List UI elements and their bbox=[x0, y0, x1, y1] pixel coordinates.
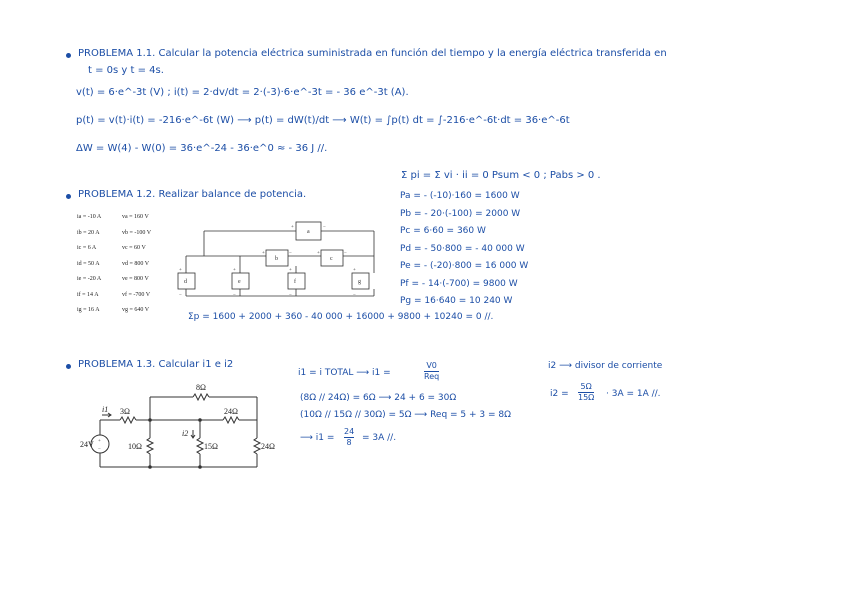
fraction-numerator: 5Ω bbox=[580, 382, 592, 391]
source-label: 24V bbox=[80, 440, 94, 449]
p12-title: PROBLEMA 1.2. Realizar balance de potencia. bbox=[78, 189, 307, 200]
p12-power-g: Pg = 16·640 = 10 240 W bbox=[400, 296, 513, 306]
fraction-numerator: 24 bbox=[344, 427, 355, 436]
svg-text:−: − bbox=[289, 251, 292, 256]
p13-line4-fraction bbox=[344, 428, 354, 448]
element-d-label: d bbox=[184, 279, 187, 285]
svg-text:−: − bbox=[323, 225, 326, 230]
p13-divider-pre: i2 = bbox=[550, 389, 569, 399]
resistor-10-label: 10Ω bbox=[128, 442, 142, 451]
p12-power-c: Pc = 6·60 = 360 W bbox=[400, 226, 486, 236]
resistor-24-right-label: 24Ω bbox=[261, 442, 275, 451]
element-c-label: c bbox=[330, 256, 333, 262]
table-row: if = 14 A vf = -700 V bbox=[77, 291, 151, 298]
table-row: id = 50 A vd = 800 V bbox=[77, 260, 150, 267]
p12-power-a: Pa = - (-10)·160 = 1600 W bbox=[400, 191, 520, 201]
p13-circuit-diagram bbox=[80, 378, 290, 478]
p12-power-f: Pf = - 14·(-700) = 9800 W bbox=[400, 279, 518, 289]
svg-text:−: − bbox=[353, 293, 356, 298]
p12-power-d: Pd = - 50·800 = - 40 000 W bbox=[400, 244, 525, 254]
p11-title-line2: t = 0s y t = 4s. bbox=[88, 65, 164, 76]
p13-line4-post: = 3A //. bbox=[362, 433, 397, 443]
svg-text:−: − bbox=[233, 293, 236, 298]
p12-power-total: Σp = 1600 + 2000 + 360 - 40 000 + 16000 + 9800 + 10240 = 0 //. bbox=[188, 312, 494, 322]
p13-i1-eq: i1 = i TOTAL ⟶ i1 = bbox=[298, 368, 391, 378]
table-row: ic = 6 A vc = 60 V bbox=[77, 245, 146, 251]
svg-text:+: + bbox=[233, 268, 236, 273]
svg-text:+: + bbox=[262, 251, 265, 256]
fraction-numerator: V0 bbox=[426, 361, 437, 370]
svg-text:+: + bbox=[289, 268, 292, 273]
bullet-p11 bbox=[66, 53, 71, 58]
p12-power-b: Pb = - 20·(-100) = 2000 W bbox=[400, 209, 521, 219]
svg-text:−: − bbox=[179, 293, 182, 298]
fraction-denominator: Req bbox=[424, 372, 440, 382]
element-e-label: e bbox=[238, 279, 241, 285]
p13-divider-fraction bbox=[578, 383, 594, 403]
p13-divider-title: i2 ⟶ divisor de corriente bbox=[548, 361, 663, 371]
svg-text:+: + bbox=[179, 268, 182, 273]
p12-power-e: Pe = - (-20)·800 = 16 000 W bbox=[400, 261, 529, 271]
p11-power-eq: p(t) = v(t)·i(t) = -216·e^-6t (W) ⟶ p(t) = dW(t)/dt ⟶ W(t) = ∫p(t) dt = ∫-216·e^-6t·dt = 36·e^-6t bbox=[76, 115, 570, 126]
resistor-8-label: 8Ω bbox=[196, 383, 206, 392]
bullet-p12 bbox=[66, 194, 71, 199]
element-a-label: a bbox=[307, 229, 310, 235]
p12-data-table bbox=[77, 214, 172, 323]
p11-voltage-current-eq: v(t) = 6·e^-3t (V) ; i(t) = 2·dv/dt = 2·(-3)·6·e^-3t = - 36 e^-3t (A). bbox=[76, 87, 409, 98]
resistor-3-label: 3Ω bbox=[120, 407, 130, 416]
svg-text:+: + bbox=[98, 439, 101, 444]
table-row: ig = 16 A vg = 640 V bbox=[77, 307, 150, 313]
table-row: ib = 20 A vb = -100 V bbox=[77, 229, 152, 236]
svg-text:−: − bbox=[289, 293, 292, 298]
table-row: ia = -10 A va = 160 V bbox=[77, 214, 149, 220]
p11-energy-eq: ΔW = W(4) - W(0) = 36·e^-24 - 36·e^0 ≈ - 36 J //. bbox=[76, 143, 328, 154]
p13-divider-post: · 3A = 1A //. bbox=[606, 389, 661, 399]
p13-title: PROBLEMA 1.3. Calcular i1 e i2 bbox=[78, 359, 234, 370]
fraction-denominator: 15Ω bbox=[578, 393, 595, 403]
p12-sum-eq: Σ pi = Σ vi · ii = 0 Psum < 0 ; Pabs > 0 . bbox=[401, 170, 601, 181]
p11-title-line1: PROBLEMA 1.1. Calcular la potencia eléctrica suministrada en función del tiempo y la energía eléctrica transferida en bbox=[78, 48, 667, 59]
svg-text:+: + bbox=[353, 268, 356, 273]
svg-text:−: − bbox=[344, 251, 347, 256]
fraction-denominator: 8 bbox=[346, 438, 352, 448]
element-g-label: g bbox=[358, 279, 361, 285]
element-b-label: b bbox=[275, 256, 278, 262]
p13-line4-pre: ⟶ i1 = bbox=[300, 433, 335, 443]
svg-text:+: + bbox=[291, 225, 294, 230]
resistor-15-label: 15Ω bbox=[204, 442, 218, 451]
p13-line3: (10Ω // 15Ω // 30Ω) = 5Ω ⟶ Req = 5 + 3 = 8Ω bbox=[300, 410, 512, 420]
element-f-label: f bbox=[294, 279, 296, 285]
p12-circuit-diagram bbox=[176, 216, 384, 304]
current-i2-label: i2 bbox=[182, 429, 189, 438]
table-row: ie = -20 A ve = 800 V bbox=[77, 276, 149, 282]
current-i1-label: i1 bbox=[102, 405, 109, 414]
svg-text:+: + bbox=[317, 251, 320, 256]
svg-text:−: − bbox=[98, 447, 101, 452]
resistor-24-mid-label: 24Ω bbox=[224, 407, 238, 416]
bullet-p13 bbox=[66, 364, 71, 369]
p13-i1-fraction bbox=[424, 362, 439, 382]
p13-line2: (8Ω // 24Ω) = 6Ω ⟶ 24 + 6 = 30Ω bbox=[300, 393, 457, 403]
